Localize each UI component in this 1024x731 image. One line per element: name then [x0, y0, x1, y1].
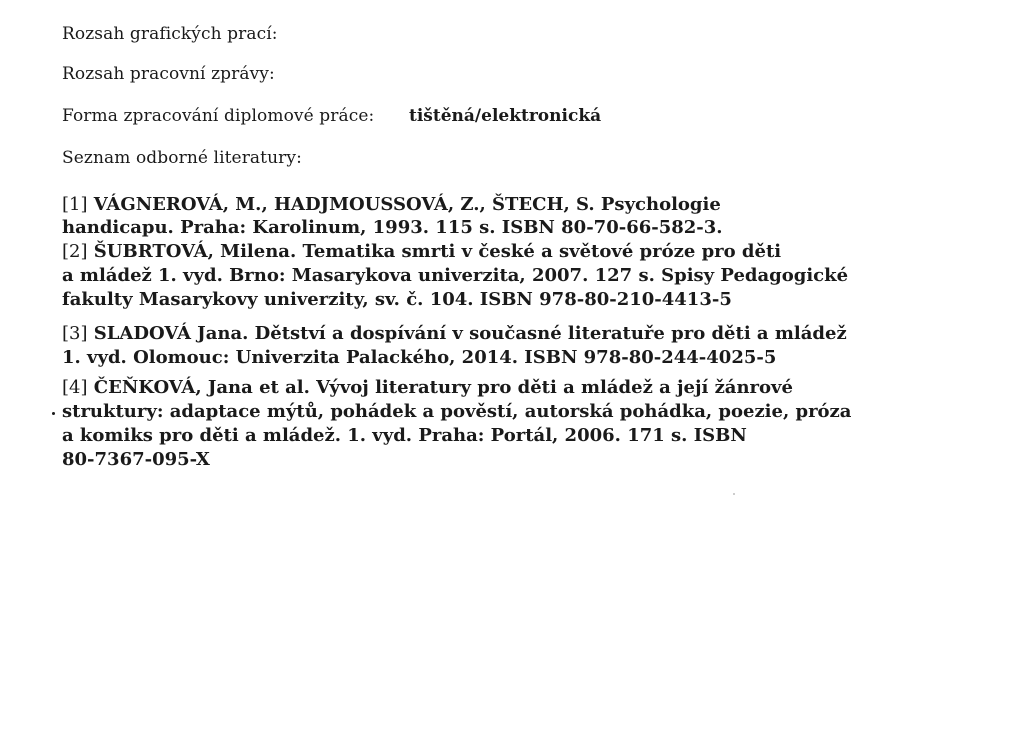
graphic-scope-label: Rozsah grafických prací:: [62, 24, 278, 44]
form-label: Forma zpracování diplomové práce:: [62, 106, 375, 126]
scan-speck: [733, 493, 735, 495]
reference-2-line-2: a mládež 1. vyd. Brno: Masarykova univerzita, 2007. 127 s. Spisy Pedagogické: [62, 265, 849, 286]
reference-2-line-3: fakulty Masarykovy univerzity, sv. č. 104. ISBN 978-80-210-4413-5: [62, 289, 732, 310]
reference-1-line-1: [1] VÁGNEROVÁ, M., HADJMOUSSOVÁ, Z., ŠTECH, S. Psychologie: [62, 194, 721, 215]
reference-4-line-2: struktury: adaptace mýtů, pohádek a pověstí, autorská pohádka, poezie, próza: [62, 401, 852, 422]
reference-3-line-1: [3] SLADOVÁ Jana. Dětství a dospívání v současné literatuře pro děti a mládež: [62, 323, 847, 344]
report-scope-label: Rozsah pracovní zprávy:: [62, 64, 275, 84]
reference-4-number: [4]: [62, 377, 88, 398]
literature-label: Seznam odborné literatury:: [62, 148, 302, 168]
form-value: tištěná/elektronická: [409, 106, 602, 126]
reference-2-number: [2]: [62, 241, 88, 262]
reference-4-line-3: a komiks pro děti a mládež. 1. vyd. Praha: Portál, 2006. 171 s. ISBN: [62, 425, 747, 446]
reference-1-line-2: handicapu. Praha: Karolinum, 1993. 115 s. ISBN 80-70-66-582-3.: [62, 217, 723, 238]
margin-mark: [52, 412, 55, 415]
reference-1-number: [1]: [62, 194, 88, 215]
reference-2-line-1: [2] ŠUBRTOVÁ, Milena. Tematika smrti v české a světové próze pro děti: [62, 241, 782, 262]
reference-4-line-4: 80-7367-095-X: [62, 449, 210, 470]
reference-3-number: [3]: [62, 323, 88, 344]
reference-4-line-1: [4] ČEŇKOVÁ, Jana et al. Vývoj literatury pro děti a mládež a její žánrové: [62, 377, 793, 398]
reference-3-line-2: 1. vyd. Olomouc: Univerzita Palackého, 2014. ISBN 978-80-244-4025-5: [62, 347, 777, 368]
